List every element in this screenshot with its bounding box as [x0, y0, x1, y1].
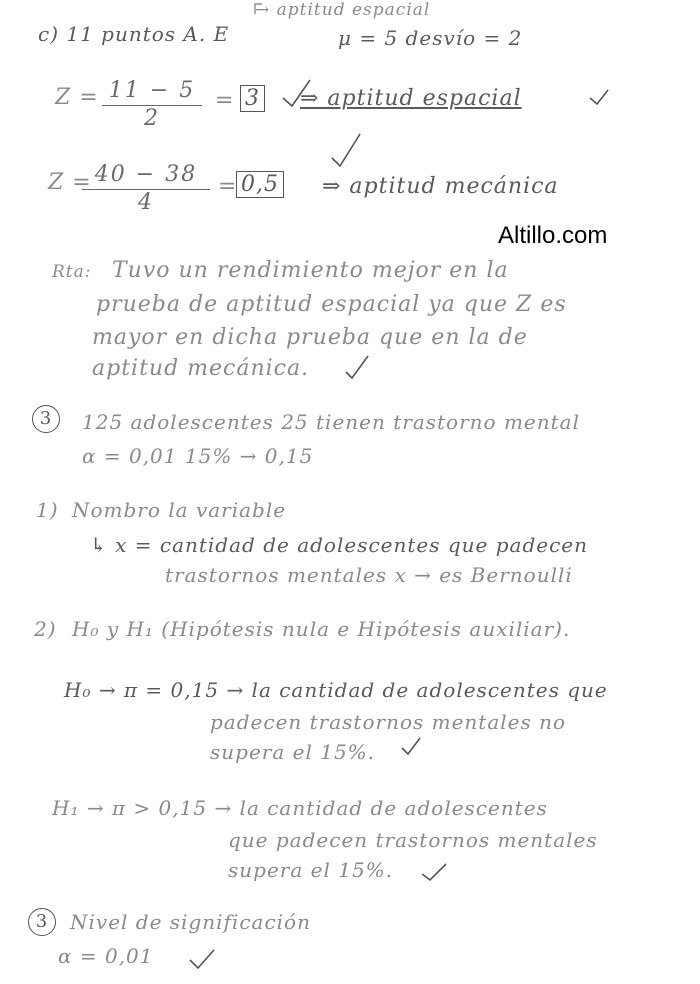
step-3-number: 3 [28, 908, 56, 936]
rta-line-3: mayor en dicha prueba que en la de [92, 325, 528, 350]
step-1-line-2: trastornos mentales x → es Bernoulli [165, 563, 573, 587]
rta-line-4: aptitud mecánica. [92, 356, 310, 381]
problem-3-line-2: α = 0,01 15% → 0,15 [82, 444, 314, 468]
step-3-alpha: α = 0,01 [58, 944, 154, 968]
check-mark-icon [422, 864, 446, 880]
step-1-title: Nombro la variable [72, 498, 287, 522]
z1-conclusion: ⇒ aptitud espacial [300, 86, 522, 111]
h1-line-2: que padecen trastornos mentales [228, 828, 598, 852]
check-mark-icon [402, 738, 420, 754]
step-2-number: 2) [34, 617, 57, 641]
z1-denominator: 2 [144, 106, 160, 131]
header-note-above: → aptitud espacial [255, 0, 431, 20]
problem-3-number: 3 [32, 405, 60, 433]
section-c-header: c) 11 puntos A. E [38, 22, 230, 46]
rta-label: Rta: [52, 262, 92, 282]
z2-denominator: 4 [138, 190, 154, 215]
z1-lhs: Z = [55, 85, 99, 110]
h0-line-3: supera el 15%. [210, 740, 376, 764]
step-3-title: Nivel de significación [70, 910, 311, 934]
z2-equals: = [218, 174, 238, 199]
step-1-line-1: ↳ x = cantidad de adolescentes que padecen [90, 533, 589, 557]
rta-line-1: Tuvo un rendimiento mejor en la [112, 258, 509, 283]
check-mark-icon [346, 356, 368, 378]
h1-line-1: H₁ → π > 0,15 → la cantidad de adolescentes [52, 796, 548, 820]
z1-result: 3 [240, 86, 265, 111]
z2-conclusion: ⇒ aptitud mecánica [322, 174, 559, 199]
h0-line-2: padecen trastornos mentales no [210, 710, 567, 734]
check-mark-icon [590, 90, 608, 104]
h1-line-3: supera el 15%. [228, 858, 394, 882]
problem-3-line-1: 125 adolescentes 25 tienen trastorno mental [82, 410, 580, 434]
z2-numerator: 40 − 38 [82, 162, 210, 190]
watermark-logo: Altillo.com [498, 222, 608, 249]
step-2-title: H₀ y H₁ (Hipótesis nula e Hipótesis auxiliar). [72, 617, 571, 641]
step-1-number: 1) [36, 498, 59, 522]
z2-result: 0,5 [236, 172, 284, 197]
z1-numerator: 11 − 5 [102, 78, 202, 106]
rta-line-2: prueba de aptitud espacial ya que Z es [96, 292, 567, 317]
h0-line-1: H₀ → π = 0,15 → la cantidad de adolescentes que [64, 678, 608, 702]
z2-lhs: Z = [48, 170, 92, 195]
check-mark-icon [332, 134, 360, 166]
check-mark-icon [190, 950, 214, 968]
arrow-hook-icon [255, 4, 262, 14]
check-mark-icon [283, 80, 310, 106]
z1-equals: = [215, 88, 235, 113]
section-c-params: μ = 5 desvío = 2 [338, 26, 523, 50]
